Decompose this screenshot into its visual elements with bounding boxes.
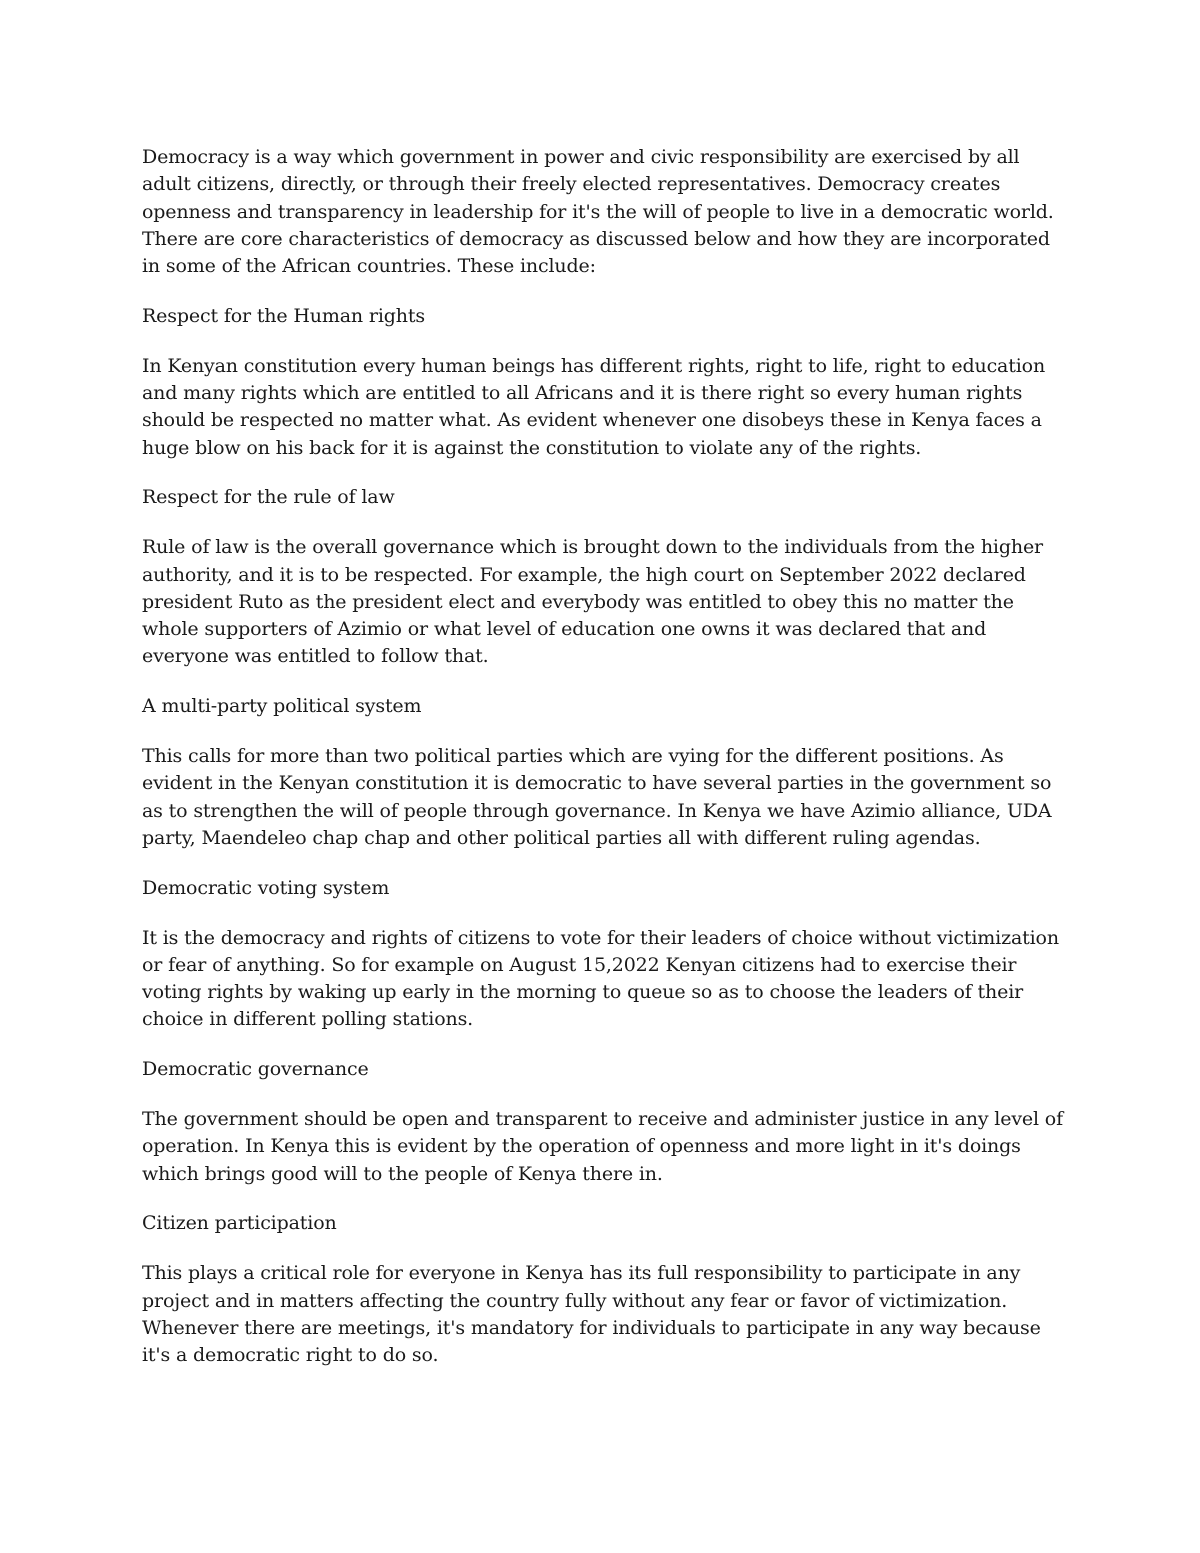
section-heading-rule-of-law: Respect for the rule of law [142, 486, 395, 509]
section-body-human-rights: In Kenyan constitution every human beings has different rights, right to life, right to education and many rights which are entitled to all Africans and it is there right so every human rights should be respected no matter what. As evident whenever one disobeys these in Kenya faces a huge blow on his back for it is against the constitution to violate any of the rights. [142, 354, 1046, 459]
section-heading-citizen-participation: Citizen participation [142, 1212, 337, 1235]
section-heading-multi-party: A multi-party political system [142, 695, 422, 718]
document-page [142, 144, 1072, 1392]
section-body-multi-party: This calls for more than two political parties which are vying for the different positions. As evident in the Kenyan constitution it is democratic to have several parties in the government so as to strengthen the will of people through governance. In Kenya we have Azimio alliance, UDA party, Maendeleo chap chap and other political parties all with different ruling agendas. [142, 745, 1052, 849]
section-heading-voting-system: Democratic voting system [142, 876, 390, 899]
section-heading-human-rights: Respect for the Human rights [142, 304, 425, 327]
intro-paragraph: Democracy is a way which government in power and civic responsibility are exercised by all adult citizens, directly, or through their freely elected representatives. Democracy creates openness and transparency in leadership for it's the will of people to live in a democratic world. There are core characteristics of democracy as discussed below and how they are incorporated in some of the African countries. These include: [142, 146, 1054, 278]
section-body-governance: The government should be open and transparent to receive and administer justice in any level of operation. In Kenya this is evident by the operation of openness and more light in it's doings which brings good will to the people of Kenya there in. [142, 1108, 1063, 1185]
section-body-citizen-participation: This plays a critical role for everyone in Kenya has its full responsibility to participate in any project and in matters affecting the country fully without any fear or favor of victimization. Whenever there are meetings, it's mandatory for individuals to participate in any way because it's a democratic right to do so. [142, 1262, 1041, 1367]
section-heading-governance: Democratic governance [142, 1058, 369, 1081]
section-body-voting-system: It is the democracy and rights of citizens to vote for their leaders of choice without victimization or fear of anything. So for example on August 15,2022 Kenyan citizens had to exercise their voting rights by waking up early in the morning to queue so as to choose the leaders of their choice in different polling stations. [142, 926, 1059, 1031]
section-body-rule-of-law: Rule of law is the overall governance which is brought down to the individuals from the higher authority, and it is to be respected. For example, the high court on September 2022 declared president Ruto as the president elect and everybody was entitled to obey this no matter the whole supporters of Azimio or what level of education one owns it was declared that and everyone was entitled to follow that. [142, 536, 1043, 668]
